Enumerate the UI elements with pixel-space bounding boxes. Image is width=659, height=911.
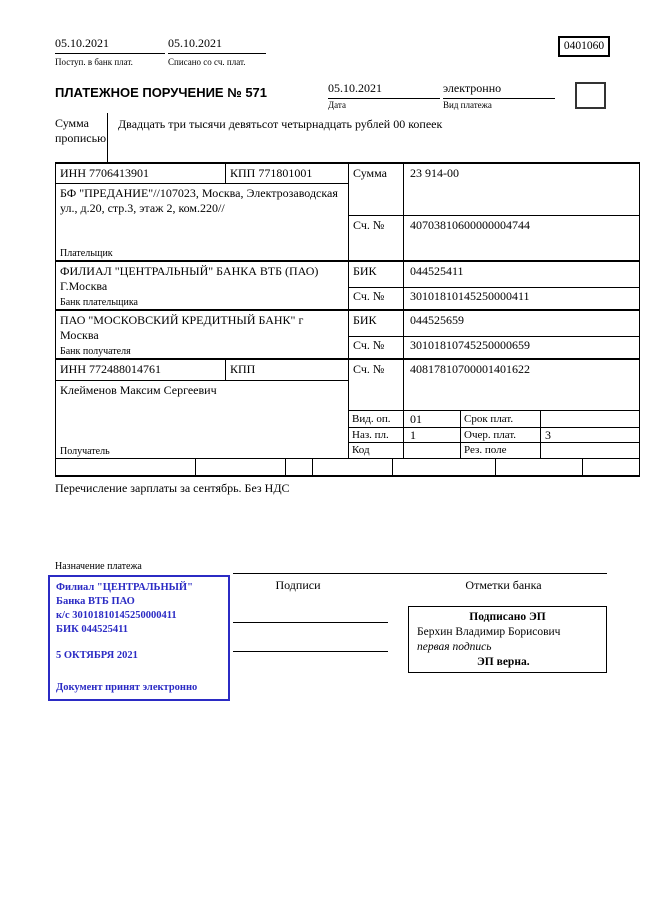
bank-stamp <box>48 575 230 701</box>
payment-purpose-label: Назначение платежа <box>55 561 142 572</box>
debited-from-account-date: 05.10.2021 <box>168 36 266 54</box>
payee-bank-account-value: 30101810745250000659 <box>410 338 530 352</box>
debited-from-account-label: Списано со сч. плат. <box>168 57 246 67</box>
form-code-box: 0401060 <box>558 36 610 57</box>
payment-priority-label: Очер. плат. <box>464 429 517 441</box>
grid-line <box>540 410 541 458</box>
grid-line <box>582 458 583 476</box>
stamp-spacer <box>56 636 222 649</box>
grid-line <box>348 410 640 411</box>
amount-words-divider <box>107 113 108 163</box>
grid-line <box>348 287 640 288</box>
grid-line <box>225 358 226 380</box>
signatures-label: Подписи <box>275 578 321 592</box>
stamp-bik: БИК 044525411 <box>56 623 129 635</box>
grid-line <box>225 162 226 183</box>
esign-subtitle: первая подпись <box>417 640 492 653</box>
stamp-corr-account: к/с 30101810145250000411 <box>56 609 177 621</box>
stamp-accepted-note: Документ принят электронно <box>56 682 198 694</box>
payee-inn: ИНН 772488014761 <box>60 362 161 376</box>
footer-divider-line <box>233 573 607 574</box>
payee-kpp: КПП <box>230 362 256 376</box>
operation-type-value: 01 <box>410 412 422 426</box>
sum-label: Сумма <box>353 166 387 180</box>
document-date-label: Дата <box>328 100 346 110</box>
code-label: Код <box>352 444 370 456</box>
grid-line <box>348 336 640 337</box>
grid-line <box>55 183 348 184</box>
operation-type-label: Вид. оп. <box>352 413 391 425</box>
grid-line <box>195 458 196 476</box>
payer-account-label: Сч. № <box>353 218 385 232</box>
payee-account-value: 40817810700001401622 <box>410 362 530 376</box>
bank-marks-label: Отметки банка <box>465 578 542 592</box>
payment-term-label: Срок плат. <box>464 413 514 425</box>
payer-bank-account-value: 30101810145250000411 <box>410 289 530 303</box>
esign-title: Подписано ЭП <box>469 611 546 623</box>
electronic-signature-box <box>408 606 607 673</box>
payee-bank-name: ПАО "МОСКОВСКИЙ КРЕДИТНЫЙ БАНК" г Москва <box>60 313 304 342</box>
payee-bank-bik-value: 044525659 <box>410 313 464 327</box>
table-border-right <box>639 162 640 476</box>
grid-line <box>348 162 349 458</box>
reserve-field-label: Рез. поле <box>464 444 507 456</box>
stamp-bank-name: Филиал "ЦЕНТРАЛЬНЫЙ" Банка ВТБ ПАО <box>56 582 193 607</box>
payer-inn: ИНН 7706413901 <box>60 166 149 180</box>
sum-value: 23 914-00 <box>410 166 459 180</box>
payment-kind-value: электронно <box>443 81 555 99</box>
payer-bank-bik-value: 044525411 <box>410 264 464 278</box>
payment-purpose-code-label: Наз. пл. <box>352 429 389 441</box>
payer-label: Плательщик <box>60 248 113 259</box>
payee-bank-label: Банк получателя <box>60 346 131 357</box>
grid-line <box>55 380 348 381</box>
payer-bank-bik-label: БИК <box>353 264 377 278</box>
payee-bank-bik-label: БИК <box>353 313 377 327</box>
payer-account-value: 40703810600000004744 <box>410 218 530 232</box>
received-in-bank-label: Поступ. в банк плат. <box>55 57 133 67</box>
priority-checkbox <box>575 82 606 109</box>
payee-label: Получатель <box>60 446 110 457</box>
payer-bank-label: Банк плательщика <box>60 297 138 308</box>
grid-line <box>55 458 640 459</box>
grid-line <box>348 427 640 428</box>
payment-kind-label: Вид платежа <box>443 100 492 110</box>
payer-bank-account-label: Сч. № <box>353 289 385 303</box>
grid-line <box>312 458 313 476</box>
payee-name: Клейменов Максим Сергеевич <box>60 383 217 397</box>
table-border-left <box>55 162 56 476</box>
signature-line-2 <box>233 651 388 652</box>
stamp-date: 5 ОКТЯБРЯ 2021 <box>56 650 138 662</box>
esign-name: Берхин Владимир Борисович <box>417 625 561 638</box>
grid-line <box>392 458 393 476</box>
grid-line <box>403 162 404 458</box>
grid-line <box>495 458 496 476</box>
esign-verdict: ЭП верна. <box>477 655 530 668</box>
grid-line <box>348 215 640 216</box>
payer-bank-name: ФИЛИАЛ "ЦЕНТРАЛЬНЫЙ" БАНКА ВТБ (ПАО) Г.Москва <box>60 264 319 293</box>
received-in-bank-date: 05.10.2021 <box>55 36 165 54</box>
grid-line <box>285 458 286 476</box>
payee-bank-account-label: Сч. № <box>353 338 385 352</box>
amount-words-label: Сумма прописью <box>55 116 107 145</box>
document-date-value: 05.10.2021 <box>328 81 440 99</box>
grid-line <box>460 410 461 458</box>
payment-purpose-code-value: 1 <box>410 428 416 442</box>
payee-account-label: Сч. № <box>353 362 385 376</box>
payment-purpose-text: Перечисление зарплаты за сентябрь. Без НДС <box>55 481 290 495</box>
payment-priority-value: 3 <box>545 428 551 442</box>
signature-line-1 <box>233 622 388 623</box>
payer-name: БФ "ПРЕДАНИЕ"//107023, Москва, Электрозаводская ул., д.20, стр.3, этаж 2, ком.220// <box>60 186 338 215</box>
payer-kpp: КПП 771801001 <box>230 166 313 180</box>
document-title: ПЛАТЕЖНОЕ ПОРУЧЕНИЕ № 571 <box>55 85 268 100</box>
table-border-bottom <box>55 475 640 477</box>
amount-words-value: Двадцать три тысячи девятьсот четырнадцать рублей 00 копеек <box>118 117 443 131</box>
